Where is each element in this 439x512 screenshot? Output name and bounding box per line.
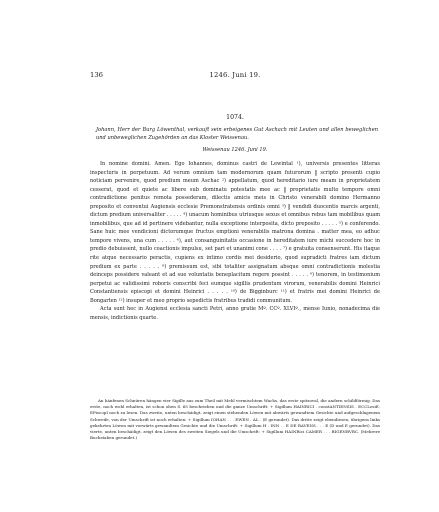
document-regest: Johann, Herr der Burg Löwenthal, verkauft sein erbeigenes Gut Aschach mit Leuten und allen beweglichen und unbeweglichen Zugehörden an das Kloster Weissenau.: [96, 127, 378, 141]
running-title: 1246. Juni 19.: [209, 71, 261, 79]
document-dateline: Weissenau 1246. Juni 19.: [202, 147, 268, 153]
running-head: [90, 70, 380, 80]
page-number: 136: [90, 71, 103, 79]
footnotes: [90, 398, 380, 441]
seal-description: An hänfenen Schnüren hängen vier Sigille aus zum Theil mit Mehl vermischtem Wachs, das erste spitzoval, die andern schildförmig. Das erste, noch wohl erhalten, ist schon oben S. 65 beschrieben und die ganze Umschrift: + Sigillum HAINRICI . constANTIENSIS . ECCLesiE. EPiscopI noch zu lesen. Das zweite, unten beschädigt, zeigt einen stehenden Löwen mit abwärts gewandtem Gesichte und aufgeschlagenem Schweife, von der Umschrift ist noch erhalten: + Sigillum IOHAN . . . EWEN . AL . (E gerundet). Das dritte zeigt ebendiesen, übrigens links gekehrten Löwen mit vorwärts gewandtem Gesichte und die Umschrift: + Sigillum H . INN . . E DE RAVENS . . . E (D und E gerundet). Das vierte, unten beschädigt, zeigt den Löwen des zweiten Siegels und die Umschrift: + Sigillum HAINRici CAMER . . . BIGENBVRC. (Mehrere Buchstaben gerundet.): [90, 398, 380, 441]
charter-paragraph-1: In nomine domini. Amen. Ego Iohannes, dominus castri de Lewintal ¹), universis presentes litteras inspecturis in perpetuum. Ad verum omnium tam modernorum quam futurorum ‖ scripto presenti cupio noticiam pervenire, quod predium meum Aschac ²) appellatum, quod hereditario iure meam in proprietatem cesserat, quod et quiete ac libere sub dominatu potestatis mee ac ‖ proprietatis multo tempore omni contradictione penitus remota possederam, dilectis amicis meis in Christo venerabili domino Hermanno preposito et conventui Augiensis ecclesie Premonstratensis ordinis omni ³) ‖ vendidi duocentis marcis argenti, dictum predium universaliter . . . . . ⁴) unacum hominibus utriusque sexus et omnibus rebus tam mobilibus quam inmobilibus, que ad id pertinere videbantur, nulla exceptione interposita, dicto preposito . . . . . ⁵) e conferendo. Sane huic mee vendicioni dictorumque fructus emptioni venerabilis matrona domina . matter mea, eo adhuc tempore vivens, una cum . . . . . ⁶), aut consanguinitatis occasione in hereditatem iure michi succedere hoc in predio debuissent, nullo coactionis impulsu, set pari et unanimi cone . . . . ⁷) e gratuita consenserunt. His itaque rite atque necessario peractis, cupiens ex intimo cordis mei desiderio, quod supradicti fratres iam dictum predium ex parte . . . . . ⁸) premissum est, sibi totaliter assignatum absque omni contradictionis molestia deinceps possidere valeant et ad sue voluntatis beneplacitum regere possint . . . . . ⁹) tenorem, in testimonium perpetui ac validissimi roboris conscribi feci eumque sigillis prudentum virorum, venerabilis domini Heinrici Constantiensis episcopi et domini Heinrici . . . . . ¹⁰) de Bigginburc ¹¹) et fratris mei domini Heinrici de Bongarten ¹²) insuper et meo proprio sepedictis fratribus tradidi communitum.: [90, 161, 380, 304]
charter-paragraph-2: Acta sunt hec in Augiensi ecclesia sancti Petri, anno gratie Mº. CCº. XLVIº., mense Iunio, nonadecima die mensis, indictionis quarte.: [90, 306, 380, 321]
charter-text: [90, 160, 380, 322]
document-number: 1074.: [226, 114, 244, 121]
